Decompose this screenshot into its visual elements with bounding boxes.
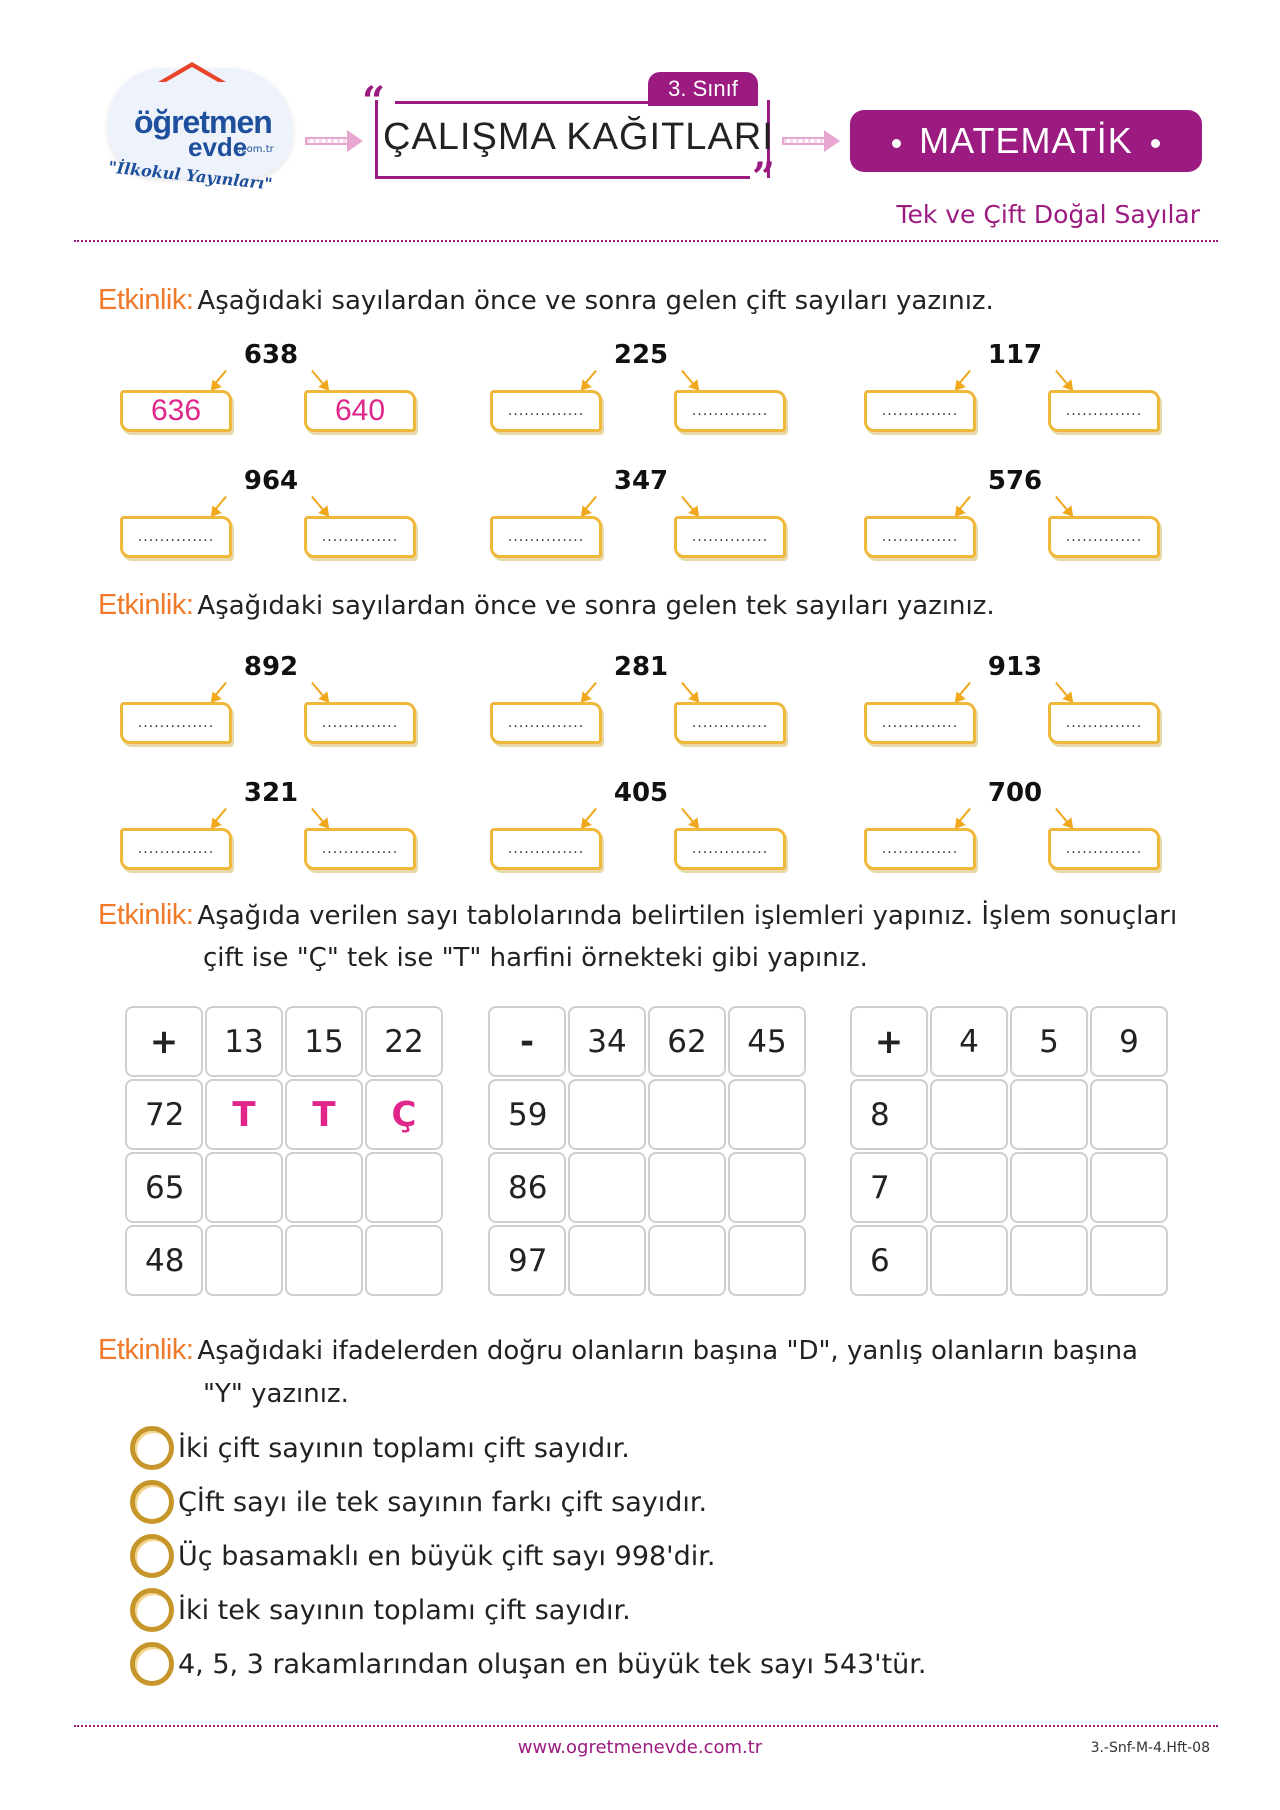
operator-cell: +	[125, 1006, 203, 1077]
activity-even-heading	[98, 278, 994, 323]
title-frame-top	[395, 101, 657, 104]
before-answer: ..............	[881, 403, 959, 419]
quote-open-icon: “	[362, 78, 386, 125]
answer-cell[interactable]	[568, 1152, 646, 1223]
activity-instruction-line2: "Y" yazınız.	[203, 1379, 349, 1409]
answer-cell[interactable]	[930, 1152, 1008, 1223]
column-header-cell: 13	[205, 1006, 283, 1077]
column-header-cell: 62	[648, 1006, 726, 1077]
given-number: 117	[987, 340, 1043, 370]
before-answer: 636	[150, 394, 202, 427]
activity-instruction: Aşağıdaki ifadelerden doğru olanların başına "D", yanlış olanların başına	[197, 1336, 1138, 1366]
after-answer-box[interactable]	[1048, 390, 1160, 432]
number-group	[488, 340, 788, 435]
given-number: 321	[243, 778, 299, 808]
answer-cell[interactable]	[1090, 1079, 1168, 1150]
logo-tagline: "İlkokul Yayınları"	[107, 157, 274, 194]
answer-cell[interactable]	[1010, 1225, 1088, 1296]
before-answer-box[interactable]	[864, 516, 976, 558]
before-answer-box[interactable]	[120, 390, 232, 432]
before-answer-box[interactable]	[120, 516, 232, 558]
column-header-cell: 45	[728, 1006, 806, 1077]
after-answer-box[interactable]	[1048, 702, 1160, 744]
given-number: 405	[613, 778, 669, 808]
bullet-icon	[892, 139, 901, 148]
before-answer: ..............	[507, 403, 585, 419]
answer-cell[interactable]	[728, 1079, 806, 1150]
after-answer-box[interactable]	[674, 702, 786, 744]
before-answer: ..............	[507, 529, 585, 545]
before-answer: ..............	[137, 715, 215, 731]
subject-badge	[850, 110, 1202, 172]
after-answer: ..............	[1065, 403, 1143, 419]
after-answer-box[interactable]	[674, 828, 786, 870]
header-arrow-icon	[782, 133, 840, 149]
after-answer: ..............	[1065, 841, 1143, 857]
given-number: 576	[987, 466, 1043, 496]
number-group	[118, 466, 418, 561]
answer-circle[interactable]	[130, 1642, 174, 1686]
activity-truefalse-heading	[98, 1328, 1138, 1373]
logo-domain: .com.tr	[238, 144, 274, 155]
after-answer-box[interactable]	[1048, 516, 1160, 558]
column-header-cell: 34	[568, 1006, 646, 1077]
after-answer: 640	[334, 394, 386, 427]
answer-circle[interactable]	[130, 1588, 174, 1632]
statement-item	[130, 1477, 707, 1527]
number-group	[488, 778, 788, 873]
answer-cell[interactable]: T	[285, 1079, 363, 1150]
column-header-cell: 9	[1090, 1006, 1168, 1077]
before-answer: ..............	[137, 529, 215, 545]
before-answer-box[interactable]	[490, 702, 602, 744]
before-answer-box[interactable]	[490, 516, 602, 558]
answer-cell[interactable]	[205, 1225, 283, 1296]
logo-text-1: öğretmen	[134, 104, 272, 140]
number-group	[862, 340, 1162, 435]
after-answer: ..............	[691, 403, 769, 419]
answer-cell[interactable]	[1090, 1225, 1168, 1296]
statement-item	[130, 1639, 927, 1689]
house-roof-icon	[158, 62, 226, 82]
publisher-logo	[100, 58, 300, 208]
answer-cell[interactable]	[568, 1225, 646, 1296]
before-answer: ..............	[881, 841, 959, 857]
column-header-cell: 5	[1010, 1006, 1088, 1077]
operation-table	[125, 1006, 443, 1296]
answer-cell[interactable]	[648, 1225, 726, 1296]
grade-tab: 3. Sınıf	[648, 72, 758, 106]
row-header-cell: 97	[488, 1225, 566, 1296]
activity-instruction: Aşağıdaki sayılardan önce ve sonra gelen tek sayıları yazınız.	[197, 591, 995, 621]
before-answer: ..............	[137, 841, 215, 857]
given-number: 913	[987, 652, 1043, 682]
row-header-cell: 8	[850, 1079, 928, 1150]
footer-url: www.ogretmenevde.com.tr	[517, 1737, 763, 1758]
topic-title: Tek ve Çift Doğal Sayılar	[896, 200, 1200, 229]
operation-table	[850, 1006, 1168, 1296]
after-answer: ..............	[321, 715, 399, 731]
bullet-icon	[1151, 139, 1160, 148]
before-answer: ..............	[881, 529, 959, 545]
answer-cell[interactable]	[285, 1152, 363, 1223]
answer-cell[interactable]	[1010, 1079, 1088, 1150]
after-answer: ..............	[321, 841, 399, 857]
given-number: 964	[243, 466, 299, 496]
number-group	[488, 466, 788, 561]
before-answer-box[interactable]	[120, 828, 232, 870]
row-header-cell: 65	[125, 1152, 203, 1223]
given-number: 225	[613, 340, 669, 370]
statement-item	[130, 1585, 631, 1635]
operator-cell: -	[488, 1006, 566, 1077]
after-answer-box[interactable]	[674, 516, 786, 558]
answer-cell[interactable]	[568, 1079, 646, 1150]
row-header-cell: 6	[850, 1225, 928, 1296]
answer-circle[interactable]	[130, 1480, 174, 1524]
before-answer: ..............	[507, 715, 585, 731]
before-answer-box[interactable]	[864, 828, 976, 870]
header-arrow-icon	[305, 133, 363, 149]
answer-circle[interactable]	[130, 1426, 174, 1470]
column-header-cell: 22	[365, 1006, 443, 1077]
row-header-cell: 59	[488, 1079, 566, 1150]
footer-code: 3.-Snf-M-4.Hft-08	[1090, 1740, 1210, 1756]
answer-cell[interactable]	[930, 1225, 1008, 1296]
after-answer: ..............	[691, 715, 769, 731]
answer-cell[interactable]	[1010, 1152, 1088, 1223]
after-answer: ..............	[691, 529, 769, 545]
after-answer: ..............	[1065, 715, 1143, 731]
worksheet-title: ÇALIŞMA KAĞITLARI	[383, 116, 774, 158]
quote-close-icon: ”	[752, 154, 776, 201]
after-answer-box[interactable]	[674, 390, 786, 432]
after-answer-box[interactable]	[304, 516, 416, 558]
row-header-cell: 7	[850, 1152, 928, 1223]
answer-circle[interactable]	[130, 1534, 174, 1578]
row-header-cell: 72	[125, 1079, 203, 1150]
before-answer-box[interactable]	[490, 390, 602, 432]
column-header-cell: 15	[285, 1006, 363, 1077]
row-header-cell: 48	[125, 1225, 203, 1296]
number-group	[118, 778, 418, 873]
before-answer-box[interactable]	[864, 390, 976, 432]
before-answer: ..............	[881, 715, 959, 731]
operator-cell: +	[850, 1006, 928, 1077]
after-answer-box[interactable]	[304, 702, 416, 744]
number-group	[488, 652, 788, 747]
after-answer-box[interactable]	[1048, 828, 1160, 870]
header-divider	[74, 240, 1218, 242]
answer-cell[interactable]	[728, 1152, 806, 1223]
given-number: 347	[613, 466, 669, 496]
title-frame-bottom	[375, 176, 750, 179]
operation-table	[488, 1006, 806, 1296]
given-number: 638	[243, 340, 299, 370]
logo-text-2: evde	[188, 132, 248, 162]
answer-cell[interactable]	[285, 1225, 363, 1296]
activity-odd-heading	[98, 583, 995, 628]
statement-text: 4, 5, 3 rakamlarından oluşan en büyük tek sayı 543'tür.	[178, 1648, 927, 1680]
answer-cell[interactable]	[205, 1152, 283, 1223]
after-answer: ..............	[691, 841, 769, 857]
answer-cell[interactable]	[728, 1225, 806, 1296]
before-answer-box[interactable]	[120, 702, 232, 744]
after-answer-box[interactable]	[304, 390, 416, 432]
after-answer: ..............	[1065, 529, 1143, 545]
number-group	[862, 778, 1162, 873]
answer-cell[interactable]: Ç	[365, 1079, 443, 1150]
statement-text: İki çift sayının toplamı çift sayıdır.	[178, 1432, 630, 1464]
answer-cell[interactable]	[365, 1152, 443, 1223]
activity-instruction-line2: çift ise "Ç" tek ise "T" harfini örnekteki gibi yapınız.	[203, 943, 868, 973]
number-group	[118, 340, 418, 435]
statement-text: Çİft sayı ile tek sayının farkı çift sayıdır.	[178, 1486, 708, 1518]
column-header-cell: 4	[930, 1006, 1008, 1077]
after-answer-box[interactable]	[304, 828, 416, 870]
statement-item	[130, 1423, 630, 1473]
footer-divider	[74, 1725, 1218, 1727]
before-answer-box[interactable]	[864, 702, 976, 744]
activity-label: Etkinlik:	[98, 1334, 194, 1366]
activity-tables-heading	[98, 893, 1177, 938]
given-number: 281	[613, 652, 669, 682]
activity-label: Etkinlik:	[98, 589, 194, 621]
given-number: 892	[243, 652, 299, 682]
statement-item	[130, 1531, 715, 1581]
number-group	[862, 652, 1162, 747]
statement-text: Üç basamaklı en büyük çift sayı 998'dir.	[178, 1540, 716, 1572]
answer-cell[interactable]	[365, 1225, 443, 1296]
row-header-cell: 86	[488, 1152, 566, 1223]
answer-cell[interactable]	[930, 1079, 1008, 1150]
given-number: 700	[987, 778, 1043, 808]
activity-instruction: Aşağıdaki sayılardan önce ve sonra gelen çift sayıları yazınız.	[197, 286, 994, 316]
activity-instruction: Aşağıda verilen sayı tablolarında belirtilen işlemleri yapınız. İşlem sonuçları	[197, 901, 1178, 931]
answer-cell[interactable]	[648, 1079, 726, 1150]
activity-label: Etkinlik:	[98, 284, 194, 316]
after-answer: ..............	[321, 529, 399, 545]
subject-label: MATEMATİK	[919, 120, 1133, 161]
before-answer-box[interactable]	[490, 828, 602, 870]
number-group	[118, 652, 418, 747]
statement-text: İki tek sayının toplamı çift sayıdır.	[178, 1594, 631, 1626]
answer-cell[interactable]: T	[205, 1079, 283, 1150]
answer-cell[interactable]	[1090, 1152, 1168, 1223]
before-answer: ..............	[507, 841, 585, 857]
answer-cell[interactable]	[648, 1152, 726, 1223]
activity-label: Etkinlik:	[98, 899, 194, 931]
number-group	[862, 466, 1162, 561]
